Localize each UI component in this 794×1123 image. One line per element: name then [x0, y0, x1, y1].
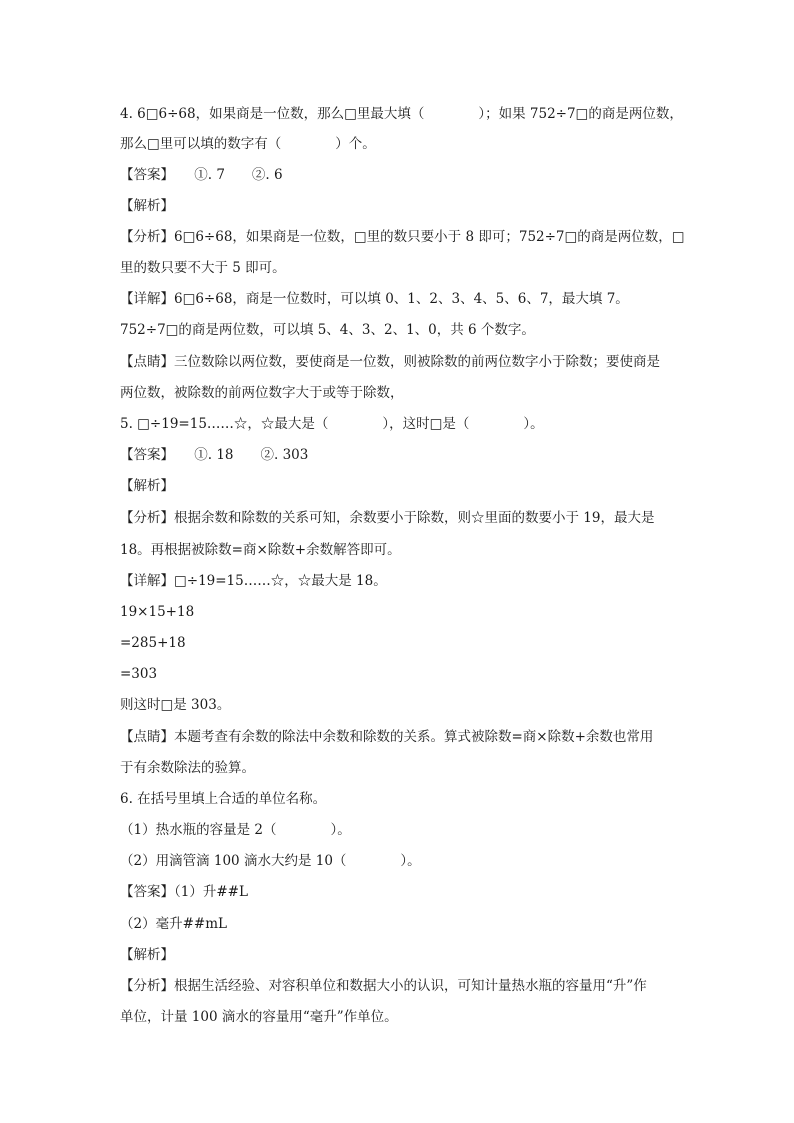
q4-fenxi-line-1: 【分析】6□6÷68，如果商是一位数，□里的数只要小于 8 即可；752÷7□的商是两位数，□: [120, 229, 685, 245]
q6-sub-1: （1）热水瓶的容量是 2（ ）。: [120, 822, 351, 838]
q6-sub-2: （2）用滴管滴 100 滴水大约是 10（ ）。: [120, 853, 421, 869]
q4-fenxi-line-2: 里的数只要不大于 5 即可。: [120, 260, 286, 276]
q6-analysis-heading: 【解析】: [120, 947, 174, 963]
q5-answer: 【答案】 ①. 18 ②. 303: [120, 447, 309, 463]
q5-dianjing-line-2: 于有余数除法的验算。: [120, 760, 255, 776]
q5-xiangjie-line-1: 【详解】□÷19=15……☆，☆最大是 18。: [120, 573, 387, 589]
q4-dianjing-line-2: 两位数，被除数的前两位数字大于或等于除数，: [120, 385, 404, 401]
q4-line-1: 4. 6□6÷68，如果商是一位数，那么□里最大填（ ）；如果 752÷7□的商是两位数，: [120, 106, 683, 122]
q6-answer-2: （2）毫升##mL: [120, 916, 227, 932]
q6-fenxi-line-2: 单位，计量 100 滴水的容量用“毫升”作单位。: [120, 1009, 398, 1025]
q6-fenxi-line-1: 【分析】根据生活经验、对容积单位和数据大小的认识，可知计量热水瓶的容量用“升”作: [120, 978, 647, 994]
q6-question: 6. 在括号里填上合适的单位名称。: [120, 791, 327, 807]
q4-dianjing-line-1: 【点睛】三位数除以两位数，要使商是一位数，则被除数的前两位数字小于除数；要使商是: [120, 354, 660, 370]
q5-calc-line-3: =303: [120, 666, 158, 682]
q5-analysis-heading: 【解析】: [120, 478, 174, 494]
q6-answer-1: 【答案】（1）升##L: [120, 884, 248, 900]
q5-question: 5. □÷19=15……☆，☆最大是（ ），这时□是（ ）。: [120, 416, 544, 432]
q4-answer: 【答案】 ①. 7 ②. 6: [120, 167, 283, 183]
q5-fenxi-line-1: 【分析】根据余数和除数的关系可知，余数要小于除数，则☆里面的数要小于 19，最大是: [120, 510, 655, 526]
q5-fenxi-line-2: 18。再根据被除数=商×除数+余数解答即可。: [120, 542, 401, 558]
q4-xiangjie-line-2: 752÷7□的商是两位数，可以填 5、4、3、2、1、0，共 6 个数字。: [120, 322, 535, 338]
q4-line-2: 那么□里可以填的数字有（ ）个。: [120, 136, 376, 152]
q4-xiangjie-line-1: 【详解】6□6÷68，商是一位数时，可以填 0、1、2、3、4、5、6、7，最大填 7。: [120, 291, 629, 307]
q5-dianjing-line-1: 【点睛】本题考查有余数的除法中余数和除数的关系。算式被除数=商×除数+余数也常用: [120, 729, 654, 745]
q5-calc-line-2: =285+18: [120, 635, 186, 651]
q5-conclusion: 则这时□是 303。: [120, 697, 231, 713]
q5-calc-line-1: 19×15+18: [120, 604, 195, 620]
q4-analysis-heading: 【解析】: [120, 198, 174, 214]
